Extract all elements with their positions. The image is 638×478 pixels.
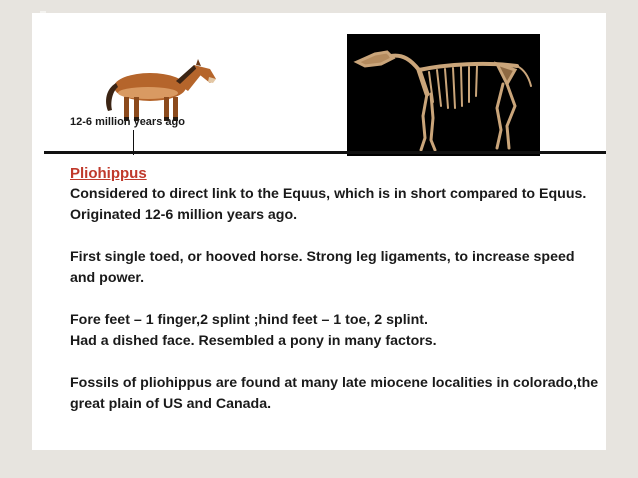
spacer: [70, 352, 600, 373]
era-label: 12-6 million years ago: [70, 116, 185, 128]
timeline-bar: [44, 151, 606, 154]
paragraph-fossils: Fossils of pliohippus are found at many late miocene localities in colorado,the great plain of US and Canada.: [70, 375, 599, 412]
slide: [32, 13, 606, 450]
paragraph-face: Had a dished face. Resembled a pony in many factors.: [70, 333, 437, 349]
paragraph-feet: Fore feet – 1 finger,2 splint ;hind feet – 1 toe, 2 splint.: [70, 312, 428, 328]
slide-content: [70, 163, 600, 415]
paragraph-origin: Originated 12-6 million years ago.: [70, 207, 298, 223]
spacer: [70, 289, 600, 310]
paragraph-direct-link: Considered to direct link to the Equus, which is in short compared to Equus.: [70, 186, 587, 202]
horse-skeleton-photo-icon: [347, 34, 540, 156]
paragraph-single-toed: First single toed, or hooved horse. Strong leg ligaments, to increase speed and power.: [70, 249, 575, 286]
slide-title: Pliohippus: [70, 165, 147, 182]
spacer: [70, 226, 600, 247]
